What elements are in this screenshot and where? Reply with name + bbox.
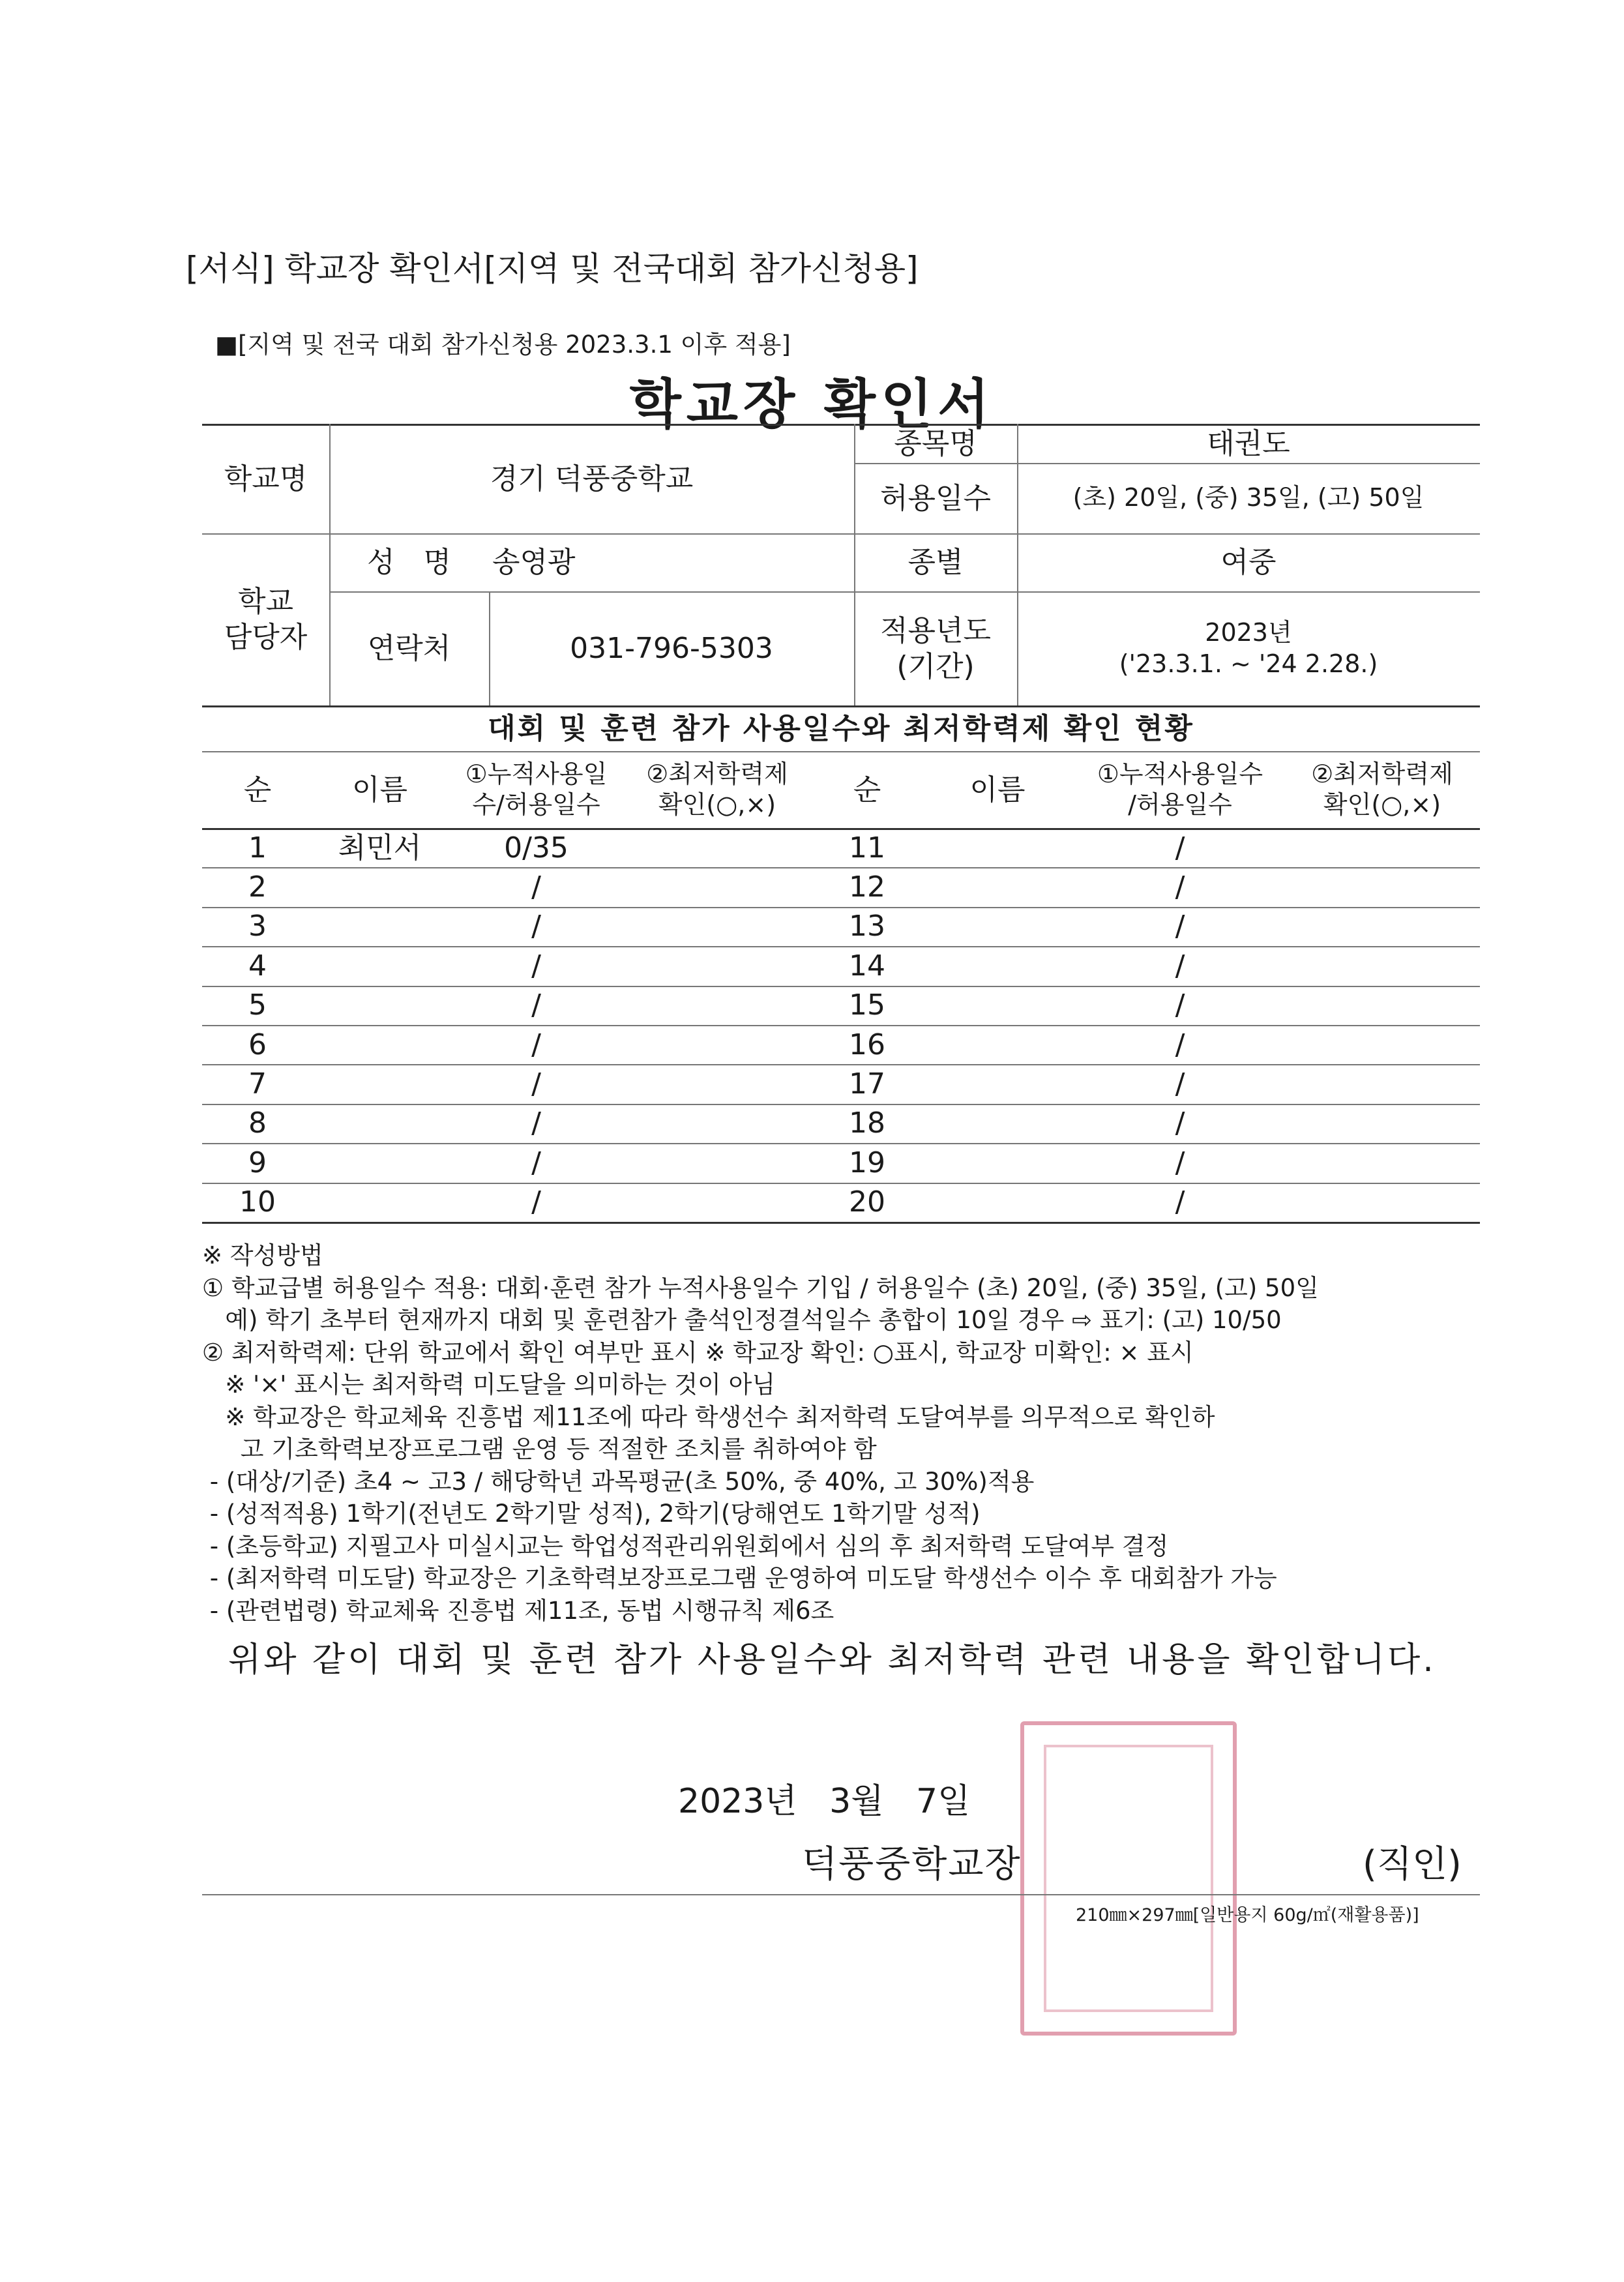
row-days: / (531, 910, 541, 943)
col-header-days-right: ①누적사용일수 /허용일수 (1097, 759, 1263, 819)
allowed-days-value: (초) 20일, (중) 35일, (고) 50일 (1072, 483, 1425, 512)
school-label: 학교명 (224, 462, 308, 496)
row-no: 7 (248, 1067, 267, 1101)
row-days-right: / (1175, 831, 1185, 865)
col-header-check-right: ②최저학력제 확인(○,×) (1311, 759, 1453, 819)
note-line: 예) 학기 초부터 현재까지 대회 및 훈련참가 출석인정결석일수 총합이 10일 경우 ⇨ 표기: (고) 10/50 (202, 1306, 1282, 1334)
event-value: 태권도 (1207, 426, 1290, 460)
note-line: ② 최저학력제: 단위 학교에서 확인 여부만 표시 ※ 학교장 확인: ○표시, 학교장 미확인: × 표시 (202, 1338, 1194, 1367)
col-header-days: ①누적사용일수/허용일수 (465, 759, 608, 819)
col-header-check: ②최저학력제 확인(○,×) (646, 759, 788, 819)
year-value: 2023년 ('23.3.1. ~ '24 2.28.) (1119, 618, 1378, 678)
row-name (306, 1143, 453, 1182)
school-value: 경기 덕풍중학교 (490, 462, 694, 496)
row-no: 4 (248, 949, 267, 983)
row-days: / (531, 1185, 541, 1219)
row-no-right: 20 (849, 1185, 885, 1219)
row-days: 0/35 (504, 831, 568, 865)
row-no-right: 11 (849, 831, 885, 865)
note-line: ① 학교급별 허용일수 적용: 대회·훈련 참가 누적사용일수 기입 / 허용일수 (초) 20일, (중) 35일, (고) 50일 (202, 1273, 1319, 1302)
row-days: / (531, 1146, 541, 1179)
row-no: 1 (248, 831, 267, 865)
row-name (306, 907, 453, 946)
row-name (306, 986, 453, 1025)
note-line: ※ '×' 표시는 최저학력 미도달을 의미하는 것이 아님 (202, 1371, 776, 1399)
confirmation-text: 위와 같이 대회 및 훈련 참가 사용일수와 최저학력 관련 내용을 확인합니다. (228, 1640, 1436, 1680)
category-value: 여중 (1220, 546, 1277, 579)
row-days-right: / (1175, 1067, 1185, 1101)
official-seal (1020, 1721, 1237, 2036)
allowed-days-label: 허용일수 (880, 481, 992, 515)
contact-value: 031-796-5303 (570, 632, 773, 665)
apply-note: ■[지역 및 전국 대회 참가신청용 2023.3.1 이후 적용] (215, 331, 791, 359)
event-label: 종목명 (894, 426, 977, 460)
row-days-right: / (1175, 1146, 1185, 1179)
row-days: / (531, 988, 541, 1022)
name-value: 송영광 (492, 546, 576, 579)
document-title: 학교장 확인서 (629, 374, 995, 436)
row-no-right: 12 (849, 870, 885, 904)
row-days-right: / (1175, 988, 1185, 1022)
row-no: 5 (248, 988, 267, 1022)
manager-label: 학교 담당자 (224, 585, 308, 654)
row-no: 6 (248, 1028, 267, 1061)
col-header-no: 순 (243, 773, 272, 807)
row-days-right: / (1175, 910, 1185, 943)
col-header-name-right: 이름 (969, 773, 1026, 807)
row-name (306, 1104, 453, 1143)
row-no-right: 17 (849, 1067, 885, 1101)
row-no-right: 13 (849, 910, 885, 943)
footer-line (202, 1894, 1480, 1895)
table-bottom-border (202, 1222, 1480, 1224)
signer: 덕풍중학교장 (802, 1843, 1022, 1886)
row-name (306, 1025, 453, 1064)
note-line: - (최저학력 미도달) 학교장은 기초학력보장프로그램 운영하여 미도달 학생선수 이수 후 대회참가 가능 (202, 1564, 1277, 1592)
note-line: - (초등학교) 지필고사 미실시교는 학업성적관리위원회에서 심의 후 최저학력 도달여부 결정 (202, 1532, 1169, 1560)
note-line: - (관련법령) 학교체육 진흥법 제11조, 동법 시행규칙 제6조 (202, 1596, 834, 1625)
row-days: / (531, 870, 541, 904)
row-no: 10 (239, 1185, 276, 1219)
category-label: 종별 (908, 546, 964, 579)
row-days-right: / (1175, 870, 1185, 904)
row-days-right: / (1175, 1028, 1185, 1061)
row-days: / (531, 1067, 541, 1101)
col-header-no-right: 순 (853, 773, 881, 807)
note-line: - (성적적용) 1학기(전년도 2학기말 성적), 2학기(당해연도 1학기말 성적) (202, 1500, 981, 1528)
section-title: 대회 및 훈련 참가 사용일수와 최저학력제 확인 현황 (488, 711, 1194, 745)
year-label: 적용년도 (기간) (880, 614, 992, 683)
row-no: 3 (248, 910, 267, 943)
form-label: [서식] 학교장 확인서[지역 및 전국대회 참가신청용] (186, 250, 919, 288)
note-line: ※ 작성방법 (202, 1241, 323, 1269)
row-name (306, 1064, 453, 1103)
contact-label: 연락처 (367, 632, 451, 665)
row-name (306, 867, 453, 906)
row-days-right: / (1175, 1185, 1185, 1219)
seal-label: (직인) (1363, 1843, 1462, 1886)
row-days-right: / (1175, 1106, 1185, 1140)
row-days: / (531, 1106, 541, 1140)
note-line: ※ 학교장은 학교체육 진흥법 제11조에 따라 학생선수 최저학력 도달여부를 의무적으로 확인하 (202, 1402, 1215, 1431)
row-days-right: / (1175, 949, 1185, 983)
row-days: / (531, 1028, 541, 1061)
row-no-right: 18 (849, 1106, 885, 1140)
row-days: / (531, 949, 541, 983)
row-name (306, 1183, 453, 1222)
row-no: 2 (248, 870, 267, 904)
signature-date: 2023년 3월 7일 (678, 1782, 971, 1821)
paper-spec: 210㎜×297㎜[일반용지 60g/㎡(재활용품)] (1076, 1905, 1419, 1925)
col-header-name: 이름 (351, 773, 407, 807)
note-line: 고 기초학력보장프로그램 운영 등 적절한 조치를 취하여야 함 (202, 1435, 877, 1463)
row-no: 8 (248, 1106, 267, 1140)
name-label: 성 명 (367, 546, 451, 579)
row-no-right: 19 (849, 1146, 885, 1179)
row-no-right: 14 (849, 949, 885, 983)
row-no-right: 16 (849, 1028, 885, 1061)
note-line: - (대상/기준) 초4 ~ 고3 / 해당학년 과목평균(초 50%, 중 40%, 고 30%)적용 (202, 1467, 1035, 1496)
row-name: 최민서 (338, 831, 422, 865)
row-name (306, 946, 453, 985)
row-no-right: 15 (849, 988, 885, 1022)
row-no: 9 (248, 1146, 267, 1179)
